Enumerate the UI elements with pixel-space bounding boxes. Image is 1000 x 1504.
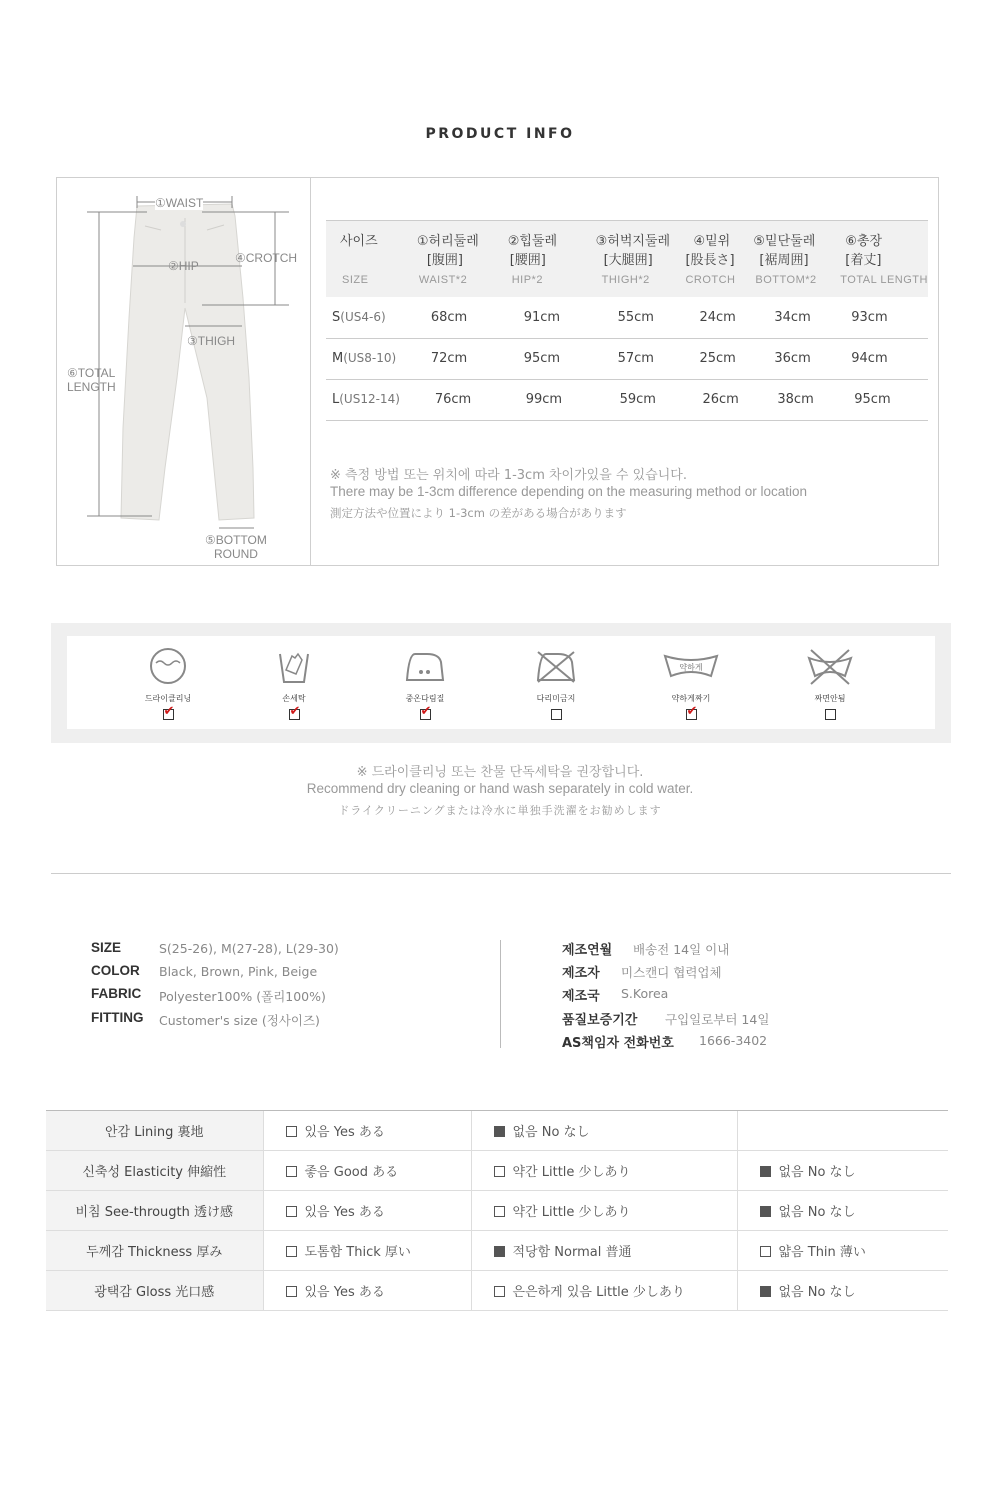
th-en: BOTTOM*2 [751, 269, 837, 297]
value-cell: 24cm [685, 297, 751, 338]
value-cell: 26cm [685, 379, 751, 420]
size-cell [326, 338, 405, 379]
size-chart-box [56, 177, 939, 566]
care-text-en: Recommend dry cleaning or hand wash separately in cold water. [306, 781, 694, 796]
option-label: 없음 No なし [778, 1205, 856, 1220]
size-row-m [326, 338, 928, 379]
th-jp: [腰囲] [498, 249, 582, 269]
total-label-line2: LENGTH [67, 380, 116, 394]
care-label: 짜면안됨 [814, 694, 846, 703]
care-item-iron [385, 646, 465, 724]
value-cell: 93cm [837, 297, 928, 338]
size-table-header-ko [326, 221, 928, 250]
option-label: 약간 Little 少しあり [512, 1205, 631, 1220]
option-label: 얇음 Thin 薄い [778, 1245, 866, 1260]
info-divider [500, 940, 501, 1048]
info-value: S(25-26), M(27-28), L(29-30) [159, 941, 339, 956]
option-label: 없음 No なし [778, 1285, 856, 1300]
option-checkbox [286, 1246, 297, 1257]
option-checkbox [286, 1166, 297, 1177]
option-checkbox [286, 1286, 297, 1297]
page-title: PRODUCT INFO [425, 126, 575, 142]
bottom-round-label [205, 533, 267, 561]
size-table [326, 220, 928, 421]
feature-table [46, 1110, 948, 1311]
option-checkbox [286, 1126, 297, 1137]
waist-label: ①WAIST [155, 196, 204, 210]
no-iron-icon [534, 646, 578, 686]
th-ko: ④밑위 [685, 221, 751, 250]
th-jp: [着丈] [837, 249, 928, 269]
option-checkbox [760, 1246, 771, 1257]
info-key: 제조연월 [562, 943, 613, 958]
feature-option [471, 1231, 737, 1271]
care-label: 손세탁 [282, 694, 306, 703]
info-key: SIZE [91, 940, 122, 955]
feature-option [471, 1191, 737, 1231]
option-checkbox [494, 1126, 505, 1137]
value-cell: 38cm [751, 379, 837, 420]
gentle-wring-icon [661, 646, 721, 686]
th-jp: [股長さ] [685, 249, 751, 269]
info-value: 배송전 14일 이내 [633, 942, 730, 957]
info-key: 제조자 [562, 966, 600, 981]
info-key: AS책임자 전화번호 [562, 1036, 674, 1051]
info-value: 1666-3402 [699, 1033, 768, 1048]
option-label: 은은하게 있음 Little 少しあり [512, 1285, 685, 1300]
care-label: 다리미금지 [536, 694, 576, 703]
total-label-line1: ⑥TOTAL [67, 366, 116, 380]
care-checkbox [289, 709, 300, 720]
feature-option [471, 1271, 737, 1311]
bottom-label-line1: ⑤BOTTOM [205, 533, 267, 547]
feature-option [263, 1151, 471, 1191]
value-cell: 57cm [582, 338, 686, 379]
care-box [51, 623, 951, 743]
care-label: 드라이클리닝 [144, 694, 192, 703]
care-text-ko: ※ 드라이클리닝 또는 찬물 단독세탁을 권장합니다. [356, 765, 644, 780]
feature-name: 비침 See-througth 透け感 [46, 1191, 263, 1231]
feature-option [737, 1231, 948, 1271]
size-table-header-en [326, 269, 928, 297]
feature-option [263, 1231, 471, 1271]
hand-wash-icon [272, 646, 316, 686]
feature-option [263, 1111, 471, 1151]
info-value: S.Korea [621, 986, 669, 1001]
value-cell: 59cm [582, 379, 686, 420]
size-sub: (US12-14) [339, 392, 400, 406]
size-name: L [332, 392, 340, 407]
feature-row-elasticity [46, 1151, 948, 1191]
option-label: 없음 No なし [512, 1125, 590, 1140]
feature-option [737, 1191, 948, 1231]
th-en: HIP*2 [498, 269, 582, 297]
value-cell: 36cm [751, 338, 837, 379]
feature-option [737, 1151, 948, 1191]
info-key: COLOR [91, 963, 140, 978]
value-cell: 72cm [405, 338, 498, 379]
care-item-no-wring [790, 646, 870, 724]
size-sub: (US4-6) [340, 309, 386, 324]
feature-name: 광택감 Gloss 光口感 [46, 1271, 263, 1311]
care-text-jp: ドライクリーニングまたは冷水に単独手洗濯をお勧めします [338, 804, 662, 817]
value-cell: 34cm [751, 297, 837, 338]
feature-option-empty [737, 1111, 948, 1151]
crotch-label: ④CROTCH [235, 251, 298, 265]
value-cell: 25cm [685, 338, 751, 379]
th-en: SIZE [326, 269, 405, 297]
size-name: M [332, 351, 344, 366]
value-cell: 68cm [405, 297, 498, 338]
th-ko: 사이즈 [326, 221, 405, 250]
info-value: 미스캔디 협력업체 [621, 965, 722, 980]
option-checkbox [760, 1206, 771, 1217]
care-checkbox [686, 709, 697, 720]
option-checkbox [494, 1246, 505, 1257]
option-label: 약간 Little 少しあり [512, 1165, 631, 1180]
care-label: 약하게짜기 [671, 694, 711, 703]
feature-option [471, 1151, 737, 1191]
value-cell: 55cm [582, 297, 686, 338]
size-table-header-jp [326, 249, 928, 269]
note-ko: ※ 측정 방법 또는 위치에 따라 1-3cm 차이가있을 수 있습니다. [330, 468, 687, 483]
care-checkbox [163, 709, 174, 720]
feature-row-see-through [46, 1191, 948, 1231]
value-cell: 95cm [837, 379, 928, 420]
note-jp: 測定方法や位置により 1-3cm の差がある場合があります [330, 506, 627, 520]
section-divider [51, 873, 951, 874]
dry-clean-icon [146, 646, 190, 686]
th-en: WAIST*2 [405, 269, 498, 297]
care-item-no-iron [516, 646, 596, 724]
size-cell [326, 297, 405, 338]
size-row-s [326, 297, 928, 338]
th-en: TOTAL LENGTH [837, 269, 928, 297]
feature-option [263, 1191, 471, 1231]
info-value: Polyester100% (폴리100%) [159, 989, 326, 1004]
note-en: There may be 1-3cm difference depending on the measuring method or location [330, 484, 808, 499]
option-label: 있음 Yes ある [304, 1205, 385, 1220]
info-value: Black, Brown, Pink, Beige [159, 964, 318, 979]
size-name: S [332, 309, 341, 325]
option-label: 있음 Yes ある [304, 1125, 385, 1140]
value-cell: 76cm [405, 379, 498, 420]
option-label: 좋음 Good ある [304, 1165, 399, 1180]
th-en: CROTCH [685, 269, 751, 297]
option-checkbox [494, 1166, 505, 1177]
value-cell: 95cm [498, 338, 582, 379]
care-checkbox [420, 709, 431, 720]
feature-name: 신축성 Elasticity 伸縮性 [46, 1151, 263, 1191]
thigh-label: ③THIGH [187, 334, 236, 348]
th-jp: [腹囲] [405, 249, 498, 269]
option-label: 적당함 Normal 普通 [512, 1245, 632, 1260]
care-label: 중온다림질 [405, 694, 445, 703]
pants-diagram [57, 178, 310, 565]
th-ko: ②힙둘레 [498, 221, 582, 250]
iron-medium-icon [403, 646, 447, 686]
care-item-hand-wash [254, 646, 334, 724]
feature-name: 두께감 Thickness 厚み [46, 1231, 263, 1271]
option-label: 도톰함 Thick 厚い [304, 1245, 411, 1260]
feature-row-thickness [46, 1231, 948, 1271]
info-key: FABRIC [91, 986, 142, 1001]
th-en: THIGH*2 [582, 269, 686, 297]
hip-label: ②HIP [168, 259, 199, 273]
th-ko: ⑤밑단둘레 [751, 221, 837, 250]
gentle-wring-icon-text: 약하게 [679, 663, 703, 672]
option-checkbox [494, 1206, 505, 1217]
th-jp: [大腿囲] [582, 249, 686, 269]
total-length-label [67, 366, 116, 394]
size-cell [326, 379, 405, 420]
option-checkbox [760, 1166, 771, 1177]
care-item-gentle-wring [651, 646, 731, 724]
care-checkbox [825, 709, 836, 720]
option-checkbox [760, 1286, 771, 1297]
care-icons [67, 636, 935, 729]
th-jp: [裾周囲] [751, 249, 837, 269]
value-cell: 94cm [837, 338, 928, 379]
care-checkbox [551, 709, 562, 720]
option-label: 없음 No なし [778, 1165, 856, 1180]
th-jp [326, 249, 405, 269]
info-value: 구입일로부터 14일 [665, 1012, 770, 1027]
feature-name: 안감 Lining 裏地 [46, 1111, 263, 1151]
info-key: FITTING [91, 1010, 144, 1025]
feature-row-lining [46, 1111, 948, 1151]
option-checkbox [494, 1286, 505, 1297]
feature-option [471, 1111, 737, 1151]
feature-option [737, 1271, 948, 1311]
feature-option [263, 1271, 471, 1311]
info-value: Customer's size (정사이즈) [159, 1013, 320, 1028]
option-label: 있음 Yes ある [304, 1285, 385, 1300]
value-cell: 99cm [498, 379, 582, 420]
option-checkbox [286, 1206, 297, 1217]
info-key: 제조국 [562, 989, 600, 1004]
th-ko: ③허벅지둘레 [582, 221, 686, 250]
size-row-l [326, 379, 928, 420]
value-cell: 91cm [498, 297, 582, 338]
th-ko: ①허리둘레 [405, 221, 498, 250]
box-divider [310, 178, 311, 565]
bottom-label-line2: ROUND [213, 547, 258, 561]
feature-row-gloss [46, 1271, 948, 1311]
no-wring-icon [805, 646, 855, 686]
care-item-dry-clean [128, 646, 208, 724]
info-key: 품질보증기간 [562, 1013, 638, 1028]
th-ko: ⑥총장 [837, 221, 928, 250]
size-sub: (US8-10) [343, 351, 397, 365]
